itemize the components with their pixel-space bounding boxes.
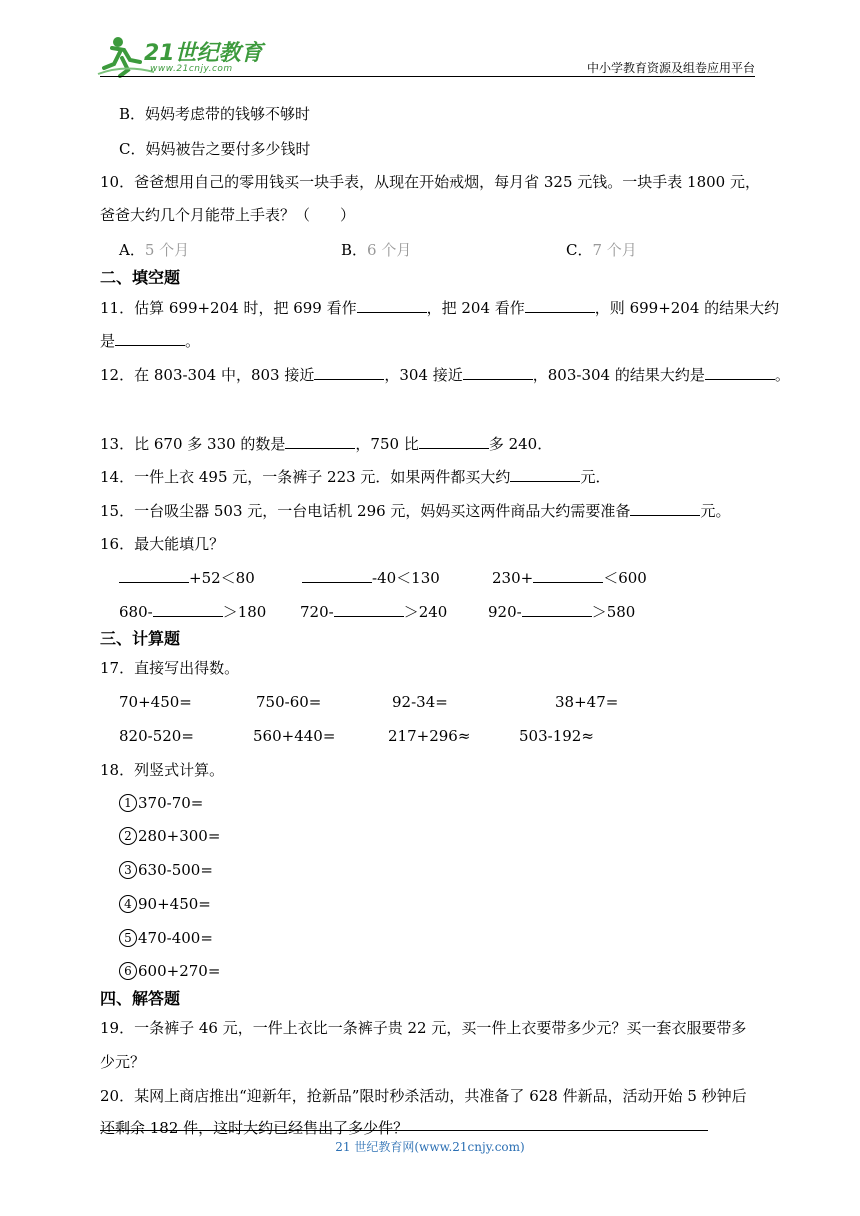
answer-blank[interactable] (314, 365, 384, 380)
header-divider (100, 76, 755, 77)
q11-line2: 是 。 (100, 332, 201, 350)
section-title-calculation: 三、计算题 (100, 629, 181, 648)
q17-item: 503-192≈ (519, 727, 594, 745)
section-title-word-problems: 四、解答题 (100, 989, 181, 1008)
answer-blank[interactable] (153, 602, 223, 617)
q16-expr-3: 230+ ＜600 (492, 569, 647, 587)
answer-blank[interactable] (357, 298, 427, 313)
q17-item: 820-520= (119, 727, 194, 745)
q20-line2: 还剩余 182 件，这时大约已经售出了多少件？ (100, 1119, 409, 1137)
q16-expr-2: -40＜130 (302, 568, 440, 588)
q18-item: 5 470-400= (119, 928, 213, 948)
q18-item: 2 280+300= (119, 826, 220, 846)
q19-line1: 19．一条裤子 46 元，一件上衣比一条裤子贵 22 元，买一件上衣要带多少元？买一套衣服要带多 (100, 1019, 747, 1037)
q18-item: 1 370-70= (119, 793, 203, 813)
answer-blank[interactable] (705, 365, 775, 380)
answer-blank[interactable] (510, 467, 580, 482)
answer-blank[interactable] (302, 568, 372, 583)
section-title-fill-in: 二、填空题 (100, 268, 181, 287)
logo-text: 21世纪教育 (144, 41, 263, 66)
q17-item: 560+440= (253, 727, 336, 745)
answer-blank[interactable] (525, 298, 595, 313)
q10-line1: 10．爸爸想用自己的零用钱买一块手表，从现在开始戒烟，每月省 325 元钱。一块手表 1800 元， (100, 173, 760, 191)
q10-option-c: C．7 个月 (566, 241, 637, 259)
answer-blank[interactable] (522, 602, 592, 617)
q18-item: 4 90+450= (119, 894, 211, 914)
answer-blank[interactable] (119, 568, 189, 583)
answer-blank[interactable] (533, 568, 603, 583)
q17-item: 750-60= (256, 693, 322, 711)
answer-blank[interactable] (419, 434, 489, 449)
q14: 14．一件上衣 495 元，一条裤子 223 元．如果两件都买大约 元． (100, 468, 611, 486)
circled-number: 5 (119, 929, 137, 947)
q16-title: 16．最大能填几？ (100, 535, 225, 553)
q13: 13．比 670 多 330 的数是 ，750 比 多 240． (100, 435, 553, 453)
q10-option-b: B．6 个月 (341, 241, 412, 259)
q12: 12．在 803-304 中，803 接近 ，304 接近 ，803-304 的结果大约是 。 (100, 366, 790, 384)
q17-item: 70+450= (119, 693, 192, 711)
footer-divider (100, 1130, 708, 1131)
answer-blank[interactable] (285, 434, 355, 449)
q11-line1: 11．估算 699+204 时，把 699 看作 ，把 204 看作 ，则 699+204 的结果大约 (100, 299, 780, 317)
answer-blank[interactable] (463, 365, 533, 380)
answer-blank[interactable] (115, 331, 185, 346)
q17-item: 38+47= (555, 693, 619, 711)
q18-item: 6 600+270= (119, 961, 220, 981)
header-platform-text: 中小学教育资源及组卷应用平台 (586, 61, 755, 75)
q16-expr-6: 920- ＞580 (488, 603, 636, 621)
circled-number: 1 (119, 794, 137, 812)
answer-blank[interactable] (630, 501, 700, 516)
circled-number: 2 (119, 827, 137, 845)
q18-item: 3 630-500= (119, 860, 213, 880)
q19-line2: 少元？ (100, 1053, 146, 1071)
logo-url: www.21cnjy.com (150, 64, 233, 74)
circled-number: 3 (119, 861, 137, 879)
answer-blank[interactable] (334, 602, 404, 617)
q16-expr-5: 720- ＞240 (300, 603, 448, 621)
q17-item: 217+296≈ (388, 727, 471, 745)
circled-number: 4 (119, 895, 137, 913)
footer-link[interactable]: 21 世纪教育网(www.21cnjy.com) (335, 1140, 525, 1154)
q17-item: 92-34= (392, 693, 448, 711)
q16-expr-1: +52＜80 (119, 568, 255, 588)
circled-number: 6 (119, 962, 137, 980)
q15: 15．一台吸尘器 503 元，一台电话机 296 元，妈妈买这两件商品大约需要准备 元。 (100, 502, 731, 520)
q10-line2: 爸爸大约几个月能带上手表？（ ） (100, 206, 356, 224)
q20-line1: 20．某网上商店推出“迎新年，抢新品”限时秒杀活动，共准备了 628 件新品，活动开始 5 秒钟后 (100, 1087, 747, 1105)
q18-title: 18．列竖式计算。 (100, 761, 225, 779)
q10-option-a: A．5 个月 (119, 241, 190, 259)
q17-title: 17．直接写出得数。 (100, 659, 240, 677)
q9-option-c: C．妈妈被告之要付多少钱时 (119, 140, 311, 158)
q16-expr-4: 680- ＞180 (119, 603, 267, 621)
q9-option-b: B．妈妈考虑带的钱够不够时 (119, 105, 311, 123)
